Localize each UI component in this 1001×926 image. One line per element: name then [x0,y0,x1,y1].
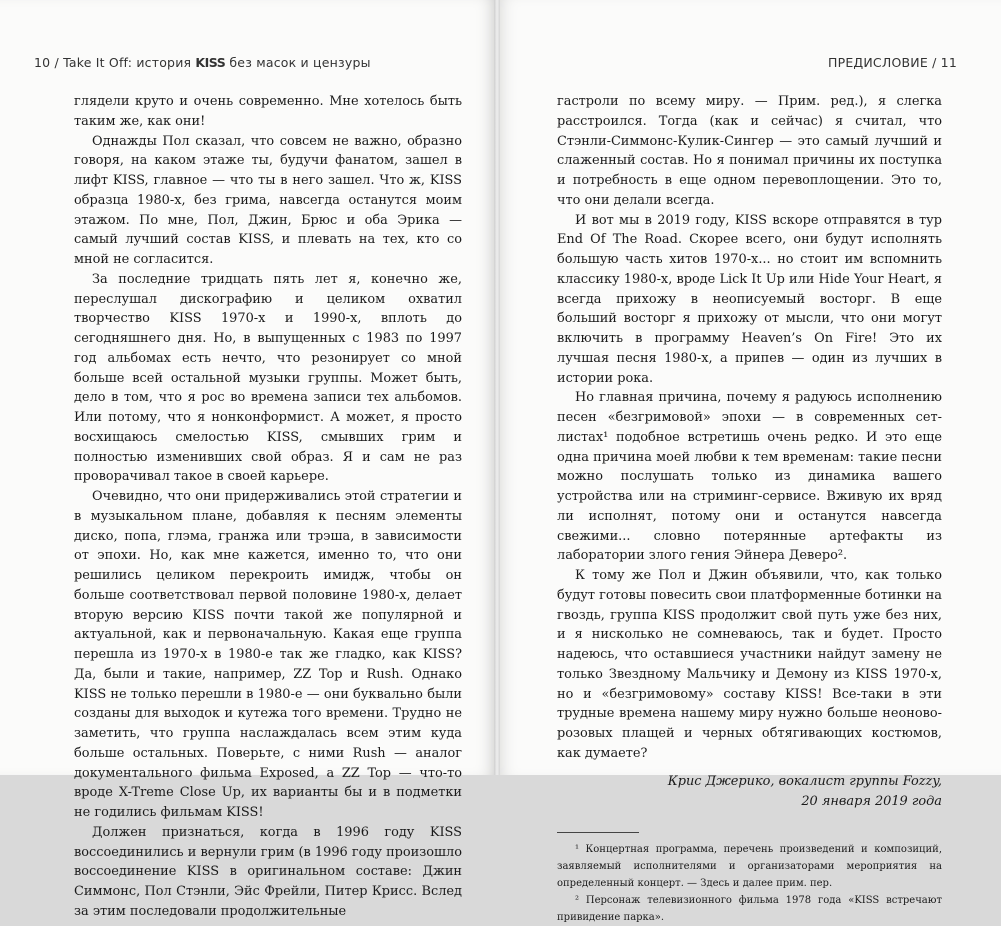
footnote: ¹ Концертная программа, перечень произведений и композиций, заявляемый исполнителями и организаторами мероприятия на определенный концерт. — Здесь и далее прим. пер. [557,843,942,889]
right-body-text [557,92,942,926]
right-paragraph: гастроли по всему миру. — Прим. ред.), я слегка расстроился. Тогда (как и сейчас) я считал, что Стэнли-Симмонс-Кулик-Сингер — это самый лучший и слаженный состав. Но я понимал причины их поступка и потребность в еще одном перевоплощении. Это то, что они делали всегда. [557,94,942,208]
title-word: история [136,55,192,70]
left-page-number: 10 [34,55,51,70]
right-paragraph: К тому же Пол и Джин объявили, что, как только будут готовы повесить свои платформенные ботинки на гвоздь, группа KISS продолжит свой путь уже без них, и я нисколько не сомневаюсь, так и будет. Просто надеюсь, что оставшиеся участники найдут замену не только Звездному Мальчику и Демону из KISS 1970-х, но и «безгримовому» составу KISS! Все-таки в эти трудные времена нашему миру нужно больше неоново-розовых плащей и черных обтягивающих костюмов, как думаете? [557,568,942,761]
left-body-text [74,92,462,922]
footnote: ² Персонаж телевизионного фильма 1978 года «KISS встречают привидение парка». [557,894,942,923]
left-paragraph: Должен признаться, когда в 1996 году KISS воссоединились и вернули грим (в 1996 году произошло воссоединение KISS в оригинальном составе: Джин Симмонс, Пол Стэнли, Эйс Фрейли, Питер Крисс. Вслед за этим последовали продолжительные [74,824,462,919]
left-paragraph: Очевидно, что они придерживались этой стратегии и в музыкальном плане, добавляя к песням элементы диско, попа, глэма, гранжа или трэша, в зависимости от эпохи. Но, как мне кажется, именно то, что они решились целиком перекроить имидж, чтобы он больше соответствовал первой половине 1980-х, делает вторую версию KISS почти такой же популярной и актуальной, как и первоначальную. Какая еще группа перешла из 1970-х в 1980-е так же гладко, как KISS? Да, были и такие, например, ZZ Top и Rush. Однако KISS не только перешли в 1980-е — они буквально были созданы для выходок и кутежа того времени. Трудно не заметить, что группа наслаждалась всем этим куда больше остальных. Поверьте, с ними Rush — аналог документального фильма Exposed, а ZZ Top — что-то вроде X-Treme Close Up, их варианты бы и в подметки не годились фильмам KISS! [74,489,462,820]
signature-line-2: 20 января 2019 года [801,793,942,809]
kiss-logo: KISS [195,55,226,70]
book-gutter [494,0,500,775]
series-title: Take It Off: [63,55,133,70]
left-paragraph: Однажды Пол сказал, что совсем не важно, образно говоря, на каком этаже ты, будучи фанатом, зашел в лифт KISS, главное — что ты в него зашел. Что ж, KISS образца 1980-х, без грима, навсегда останутся моим этажом. По мне, Пол, Джин, Брюс и оба Эрика — самый лучший состав KISS, и плевать на тех, кто со мной не согласится. [74,133,462,267]
left-page [0,0,497,919]
signature [557,772,942,812]
right-paragraph: И вот мы в 2019 году, KISS вскоре отправятся в тур End Of The Road. Скорее всего, они будут исполнять большую часть хитов 1970-х... но стоит им вспомнить классику 1980-х, вроде Lick It Up или Hide Your Heart, я всегда прихожу в неописуемый восторг. В еще больший восторг я прихожу от мысли, что они могут включить в программу Heaven’s On Fire! Это их лучшая песня 1980-х, а припев — один из лучших в истории рока. [557,212,942,386]
signature-line-1: Крис Джерико, вокалист группы Fozzy, [667,773,942,789]
left-paragraph: глядели круто и очень современно. Мне хотелось быть таким же, как они! [74,94,462,129]
right-running-head: ПРЕДИСЛОВИЕ / 11 [827,55,957,70]
subtitle: без масок и цензуры [229,55,371,70]
right-paragraph: Но главная причина, почему я радуюсь исполнению песен «безгримовой» эпохи — в современных сет-листах¹ подобное встретишь очень редко. И это еще одна причина моей любви к тем временам: такие песни можно послушать только из динамика вашего устройства или на стриминг-сервисе. Вживую их вряд ли исполнят, потому они и останутся навсегда свежими... словно потерянные артефакты из лаборатории злого гения Эйнера Деверо². [557,390,942,564]
footnote-divider [557,832,639,833]
left-paragraph: За последние тридцать пять лет я, конечно же, переслушал дискографию и целиком охватил творчество KISS 1970-х и 1990-х, вплоть до сегодняшнего дня. Но, в выпущенных с 1983 по 1997 год альбомах есть нечто, что резонирует со мной больше всей остальной музыки группы. Может быть, дело в том, что я рос во времена записи тех альбомов. Или потому, что я нонконформист. А может, я просто восхищаюсь смелостью KISS, смывших грим и полностью изменивших свой образ. Я и сам не раз проворачивал такое в своей карьере. [74,271,462,485]
right-page [497,0,1001,923]
footnotes [557,841,942,926]
left-running-head: 10 / Take It Off: история KISS без масок и цензуры [34,55,371,70]
